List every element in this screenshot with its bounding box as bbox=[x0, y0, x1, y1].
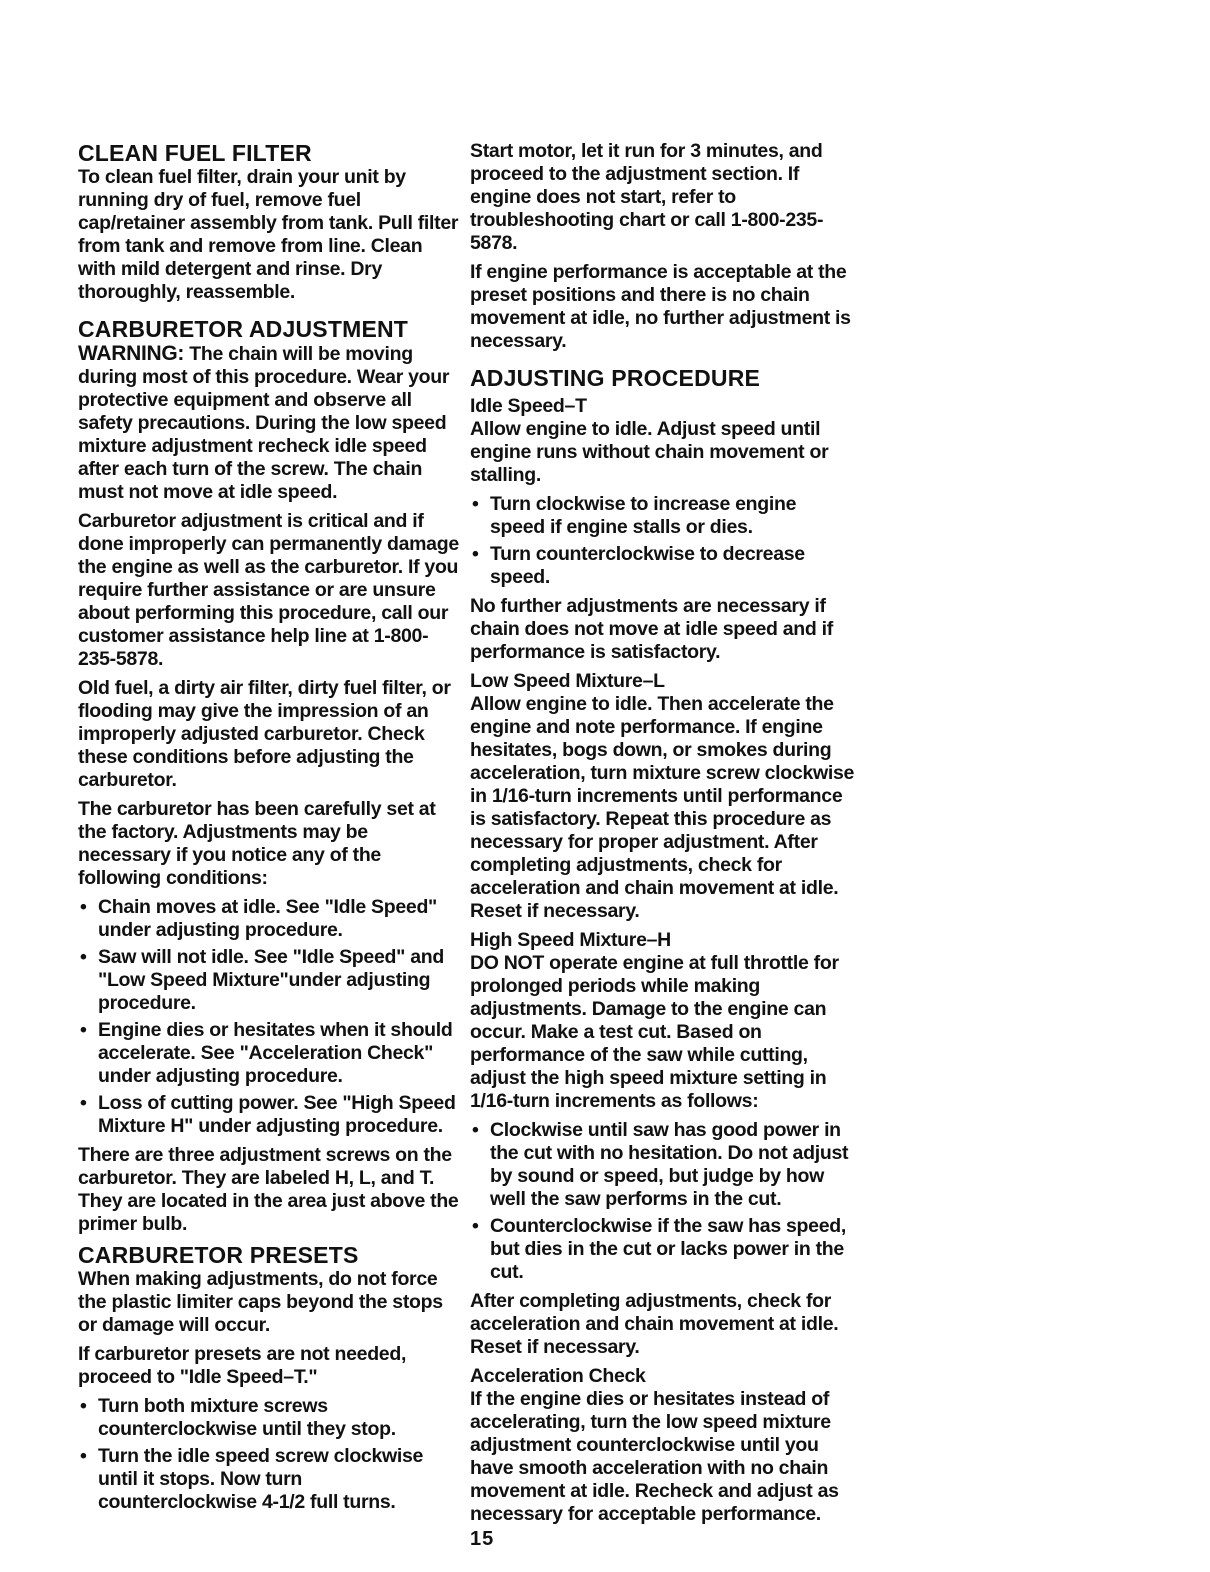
bullet-mark: • bbox=[472, 543, 479, 565]
bullet-mark: • bbox=[472, 1215, 479, 1237]
clean-fuel-filter-heading: CLEAN FUEL FILTER bbox=[78, 140, 312, 166]
page-number: 15 bbox=[470, 1528, 495, 1550]
clean-fuel-filter-text: To clean fuel filter, drain your unit by running dry of fuel, remove fuel cap/retainer assembly from tank. Pull filter from tank and remove from line. Clean with mild detergent and rinse. Dry thoroughly, reassemble. bbox=[78, 166, 459, 303]
old-fuel-paragraph: Old fuel, a dirty air filter, dirty fuel filter, or flooding may give the impression of an improperly adjusted carburetor. Check these conditions before adjusting the carburetor. bbox=[78, 677, 451, 791]
adjustment-screws-paragraph: There are three adjustment screws on the carburetor. They are labeled H, L, and T. They are located in the area just above the primer bulb. bbox=[78, 1144, 459, 1235]
acceleration-check-heading: Acceleration Check bbox=[470, 1365, 646, 1387]
list-item bbox=[78, 1092, 463, 1138]
presets-not-needed-paragraph: If carburetor presets are not needed, proceed to "Idle Speed–T." bbox=[78, 1343, 407, 1388]
adjusting-procedure-heading: ADJUSTING PROCEDURE bbox=[470, 365, 761, 391]
start-motor-paragraph: Start motor, let it run for 3 minutes, and proceed to the adjustment section. If engine does not start, refer to troubleshooting chart or call 1-800-235-5878. bbox=[470, 140, 824, 254]
list-item-text: Turn the idle speed screw clockwise until it stops. Now turn counterclockwise 4-1/2 full turns. bbox=[98, 1445, 424, 1513]
high-speed-heading: High Speed Mixture–H bbox=[470, 929, 671, 951]
list-item bbox=[470, 543, 855, 589]
list-item-text: Saw will not idle. See "Idle Speed" and "Low Speed Mixture"under adjusting procedure. bbox=[98, 946, 444, 1014]
idle-speed-list bbox=[470, 493, 855, 589]
bullet-mark: • bbox=[80, 946, 87, 968]
list-item bbox=[470, 1119, 855, 1211]
idle-speed-heading: Idle Speed–T bbox=[470, 395, 587, 417]
clean-fuel-filter-section bbox=[78, 140, 463, 304]
limiter-caps-paragraph: When making adjustments, do not force the plastic limiter caps beyond the stops or damage will occur. bbox=[78, 1268, 443, 1336]
high-speed-paragraph: DO NOT operate engine at full throttle for prolonged periods while making adjustments. Damage to the engine can occur. Make a test cut. Based on performance of the saw while cutting, adjust the high speed mixture setting in 1/16-turn increments as follows: bbox=[470, 952, 839, 1112]
adjustment-critical-paragraph: Carburetor adjustment is critical and if done improperly can permanently damage the engine as well as the carburetor. If you require further assistance or are unsure about performing this procedure, call our customer assistance help line at 1-800-235-5878. bbox=[78, 510, 459, 670]
high-speed-list bbox=[470, 1119, 855, 1284]
preset-acceptable-paragraph: If engine performance is acceptable at the preset positions and there is no chain movement at idle, no further adjustment is necessary. bbox=[470, 261, 851, 352]
list-item bbox=[470, 1215, 855, 1284]
list-item-text: Engine dies or hesitates when it should accelerate. See "Acceleration Check" under adjusting procedure. bbox=[98, 1019, 453, 1087]
list-item bbox=[78, 1445, 463, 1514]
list-item bbox=[470, 493, 855, 539]
warning-paragraph bbox=[78, 342, 463, 504]
bullet-mark: • bbox=[80, 1395, 87, 1417]
low-speed-heading: Low Speed Mixture–L bbox=[470, 670, 665, 692]
list-item-text: Turn counterclockwise to decrease speed. bbox=[490, 543, 805, 588]
idle-speed-paragraph: Allow engine to idle. Adjust speed until engine runs without chain movement or stalling. bbox=[470, 418, 829, 486]
bullet-mark: • bbox=[472, 493, 479, 515]
carburetor-adjustment-heading: CARBURETOR ADJUSTMENT bbox=[78, 316, 409, 342]
left-column bbox=[78, 140, 463, 1520]
list-item-text: Loss of cutting power. See "High Speed Mixture H" under adjusting procedure. bbox=[98, 1092, 456, 1137]
conditions-list bbox=[78, 896, 463, 1138]
carburetor-adjustment-section bbox=[78, 316, 463, 1236]
list-item-text: Chain moves at idle. See "Idle Speed" under adjusting procedure. bbox=[98, 896, 438, 941]
list-item-text: Clockwise until saw has good power in the cut with no hesitation. Do not adjust by sound or speed, but judge by how well the saw performs in the cut. bbox=[490, 1119, 849, 1210]
bullet-mark: • bbox=[80, 1019, 87, 1041]
acceleration-check-paragraph: If the engine dies or hesitates instead of accelerating, turn the low speed mixture adjustment counterclockwise until you have smooth acceleration with no chain movement at idle. Recheck and adjust as necessary for acceptable performance. bbox=[470, 1388, 839, 1525]
list-item-text: Turn clockwise to increase engine speed if engine stalls or dies. bbox=[490, 493, 797, 538]
low-speed-paragraph: Allow engine to idle. Then accelerate the engine and note performance. If engine hesitates, bogs down, or smokes during acceleration, turn mixture screw clockwise in 1/16-turn increments until performance is satisfactory. Repeat this procedure as necessary for proper adjustment. After completing adjustments, check for acceleration and chain movement at idle. Reset if necessary. bbox=[470, 693, 855, 922]
list-item-text: Counterclockwise if the saw has speed, but dies in the cut or lacks power in the cut. bbox=[490, 1215, 846, 1283]
factory-set-paragraph: The carburetor has been carefully set at the factory. Adjustments may be necessary if you notice any of the following conditions: bbox=[78, 798, 436, 889]
list-item bbox=[78, 1395, 463, 1441]
bullet-mark: • bbox=[80, 1092, 87, 1114]
warning-label: WARNING: bbox=[78, 342, 185, 365]
list-item bbox=[78, 946, 463, 1015]
bullet-mark: • bbox=[80, 896, 87, 918]
idle-no-further-paragraph: No further adjustments are necessary if chain does not move at idle speed and if performance is satisfactory. bbox=[470, 595, 833, 663]
presets-list bbox=[78, 1395, 463, 1514]
warning-text: The chain will be moving during most of this procedure. Wear your protective equipment and observe all safety precautions. During the low speed mixture adjustment recheck idle speed after each turn of the screw. The chain must not move at idle speed. bbox=[78, 343, 450, 503]
list-item bbox=[78, 1019, 463, 1088]
carburetor-presets-heading: CARBURETOR PRESETS bbox=[78, 1242, 359, 1268]
carburetor-presets-section bbox=[78, 1242, 463, 1514]
bullet-mark: • bbox=[472, 1119, 479, 1141]
adjusting-procedure-section bbox=[470, 365, 855, 1526]
list-item bbox=[78, 896, 463, 942]
right-column bbox=[470, 140, 855, 1532]
high-speed-after-paragraph: After completing adjustments, check for acceleration and chain movement at idle. Reset if necessary. bbox=[470, 1290, 839, 1358]
bullet-mark: • bbox=[80, 1445, 87, 1467]
list-item-text: Turn both mixture screws counterclockwise until they stop. bbox=[98, 1395, 396, 1440]
